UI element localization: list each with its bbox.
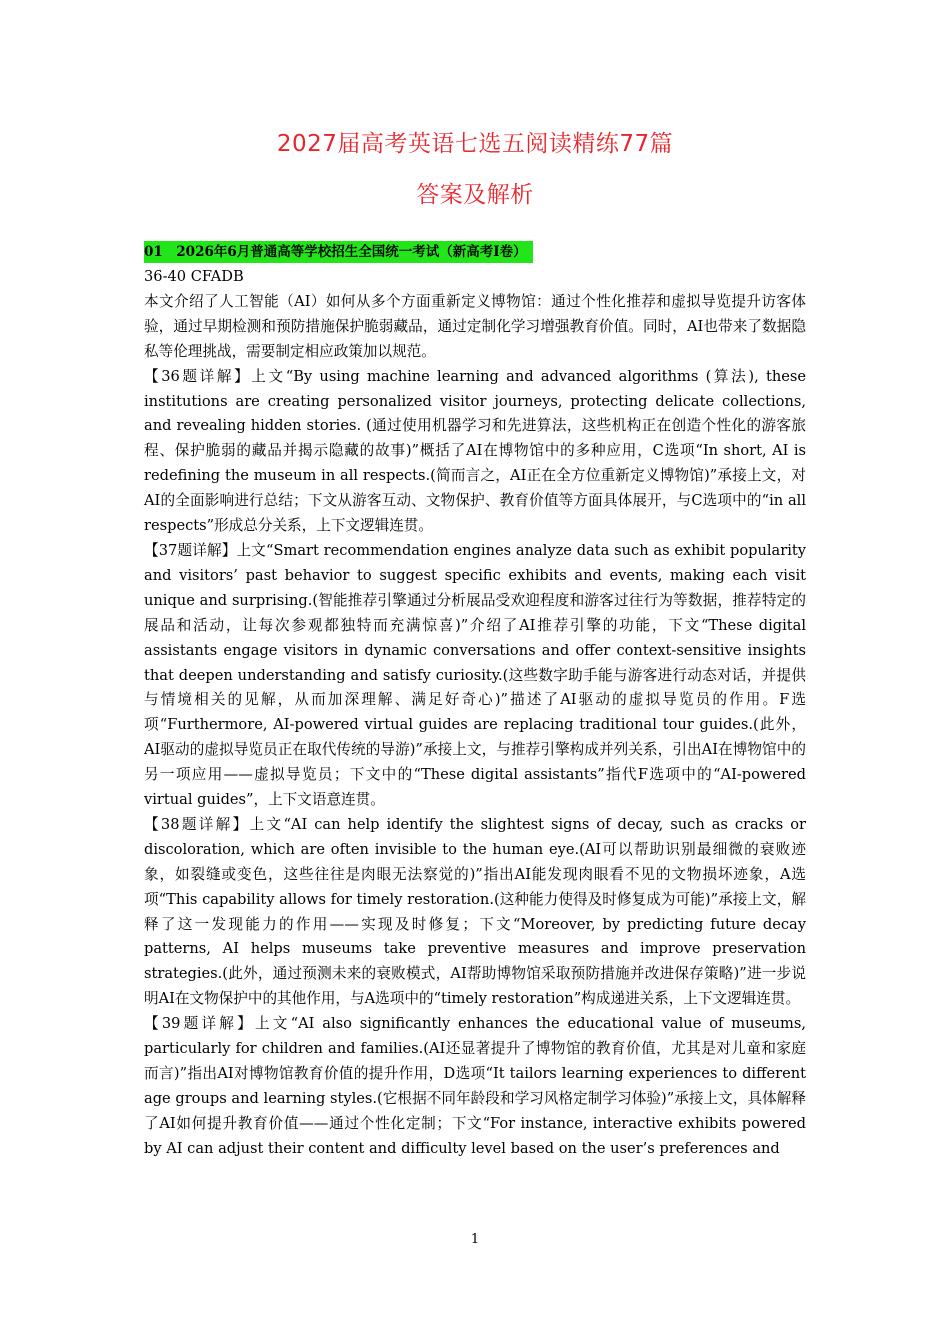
explanation-39: 【39题详解】上文“AI also significantly enhances the educational value of museums, particularly for children and families.(AI还显著提升了博物馆的教育价值，尤其是对儿童和家庭而言)”指出AI对博物馆教育价值的提升作用，D选项“It tailors learning experiences to different age groups and learning styles.(它根据不同年龄段和学习风格定制学习体验)”承接上文，具体解释了AI如何提升教育价值——通过个性化定制；下文“For instance, interactive exhibits powered by AI can adjust their content and difficulty level based on the user’s preferences and	[144, 1015, 806, 1157]
section-heading: 01 2026年6月普通高等学校招生全国统一考试（新高考I卷）	[144, 241, 533, 263]
document-title: 2027届高考英语七选五阅读精练77篇	[276, 131, 674, 157]
explanation-37: 【37题详解】上文“Smart recommendation engines analyze data such as exhibit popularity and visitors’ past behavior to suggest specific exhibits and events, making each visit unique and surprising.(智能推荐引擎通过分析展品受欢迎程度和游客过往行为等数据，推荐特定的展品和活动，让每次参观都独特而充满惊喜)”介绍了AI推荐引擎的功能，下文“These digital assistants engage visitors in dynamic conversations and offer context-sensitive insights that deepen understanding and satisfy curiosity.(这些数字助手能与游客进行动态对话，并提供与情境相关的见解，从而加深理解、满足好奇心)”描述了AI驱动的虚拟导览员的作用。F选项“Furthermore, AI-powered virtual guides are replacing traditional tour guides.(此外，AI驱动的虚拟导览员正在取代传统的导游)”承接上文，与推荐引擎构成并列关系，引出AI在博物馆中的另一项应用——虚拟导览员；下文中的“These digital assistants”指代F选项中的“AI-powered virtual guides”，上下文语意连贯。	[144, 541, 806, 809]
document-body	[144, 240, 806, 1162]
explanation-36: 【36题详解】上文“By using machine learning and advanced algorithms (算法), these institutions are creating personalized visitor journeys, protecting delicate collections, and revealing hidden stories. (通过使用机器学习和先进算法，这些机构正在创造个性化的游客旅程、保护脆弱的藏品并揭示隐藏的故事)”概括了AI在博物馆中的多种应用，C选项“In short, AI is redefining the museum in all respects.(简而言之，AI正在全方位重新定义博物馆)”承接上文，对AI的全面影响进行总结；下文从游客互动、文物保护、教育价值等方面具体展开，与C选项中的“in all respects”形成总分关系，上下文逻辑连贯。	[144, 367, 806, 535]
page-number: 1	[470, 1232, 480, 1247]
explanation-38: 【38题详解】上文“AI can help identify the slightest signs of decay, such as cracks or discoloration, which are often invisible to the human eye.(AI可以帮助识别最细微的衰败迹象，如裂缝或变色，这些往往是肉眼无法察觉的)”指出AI能发现肉眼看不见的文物损坏迹象，A选项“This capability allows for timely restoration.(这种能力使得及时修复成为可能)”承接上文，解释了这一发现能力的作用——实现及时修复；下文“Moreover, by predicting future decay patterns, AI helps museums take preventive measures and improve preservation strategies.(此外，通过预测未来的衰败模式，AI帮助博物馆采取预防措施并改进保存策略)”进一步说明AI在文物保护中的其他作用，与A选项中的“timely restoration”构成递进关系，上下文逻辑连贯。	[144, 815, 806, 1008]
summary-paragraph: 本文介绍了人工智能（AI）如何从多个方面重新定义博物馆：通过个性化推荐和虚拟导览提升访客体验，通过早期检测和预防措施保护脆弱藏品，通过定制化学习增强教育价值。同时，AI也带来了数据隐私等伦理挑战，需要制定相应政策加以规范。	[144, 292, 806, 360]
document-subtitle: 答案及解析	[416, 182, 534, 208]
answer-key: 36-40 CFADB	[144, 268, 244, 285]
